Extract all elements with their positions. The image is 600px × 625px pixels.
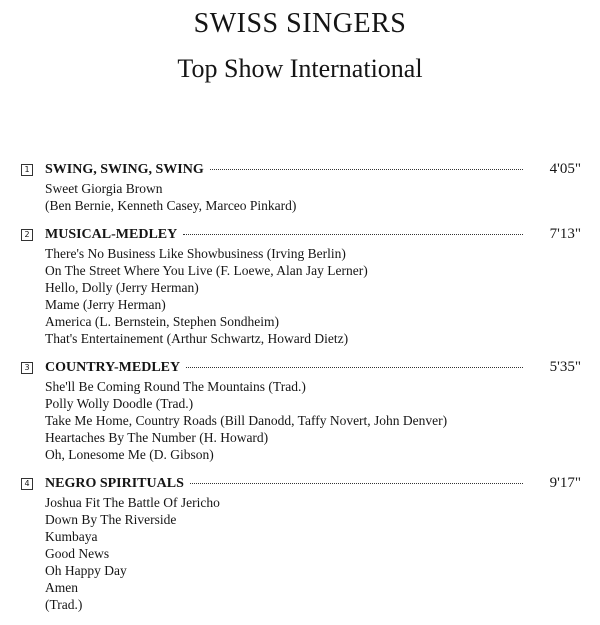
track-duration: 9'17" — [549, 475, 581, 491]
song-list — [21, 180, 581, 214]
song-line: Sweet Giorgia Brown — [45, 181, 163, 196]
song-line: That's Entertainement (Arthur Schwartz, Howard Dietz) — [45, 331, 349, 346]
dot-leader — [183, 234, 523, 235]
track-number: 2 — [21, 229, 33, 241]
dot-leader — [186, 367, 523, 368]
song-line: On The Street Where You Live (F. Loewe, Alan Jay Lerner) — [45, 263, 368, 278]
track-list — [21, 161, 581, 625]
song-line: Take Me Home, Country Roads (Bill Danodd, Taffy Novert, John Denver) — [45, 413, 448, 428]
track-title: NEGRO SPIRITUALS — [45, 476, 184, 491]
track-number: 1 — [21, 164, 33, 176]
song-line: Polly Wolly Doodle (Trad.) — [45, 396, 194, 411]
song-line: Kumbaya — [45, 529, 98, 544]
dot-leader — [190, 483, 523, 484]
song-line: Down By The Riverside — [45, 512, 177, 527]
song-line: (Trad.) — [45, 597, 83, 612]
song-line: Joshua Fit The Battle Of Jericho — [45, 495, 220, 510]
track-title: SWING, SWING, SWING — [45, 162, 204, 177]
song-line: Good News — [45, 546, 110, 561]
track-number: 4 — [21, 478, 33, 490]
album-title: SWISS SINGERS — [193, 8, 407, 39]
track-duration: 7'13" — [549, 226, 581, 242]
track-1 — [21, 161, 581, 214]
track-4 — [21, 475, 581, 613]
track-title: COUNTRY-MEDLEY — [45, 360, 181, 375]
track-header — [21, 359, 581, 378]
song-line: Hello, Dolly (Jerry Herman) — [45, 280, 199, 295]
song-list — [21, 378, 581, 463]
song-line: There's No Business Like Showbusiness (Irving Berlin) — [45, 246, 346, 261]
track-header — [21, 475, 581, 494]
track-3 — [21, 359, 581, 463]
dot-leader — [210, 169, 523, 170]
song-line: America (L. Bernstein, Stephen Sondheim) — [45, 314, 279, 329]
song-list — [21, 494, 581, 613]
track-header — [21, 161, 581, 180]
track-number: 3 — [21, 362, 33, 374]
track-duration: 5'35" — [549, 359, 581, 375]
track-header — [21, 226, 581, 245]
song-line: Amen — [45, 580, 78, 595]
song-list — [21, 245, 581, 347]
song-line: (Ben Bernie, Kenneth Casey, Marceo Pinkard) — [45, 198, 297, 213]
album-subtitle: Top Show International — [177, 54, 423, 83]
track-title: MUSICAL-MEDLEY — [45, 227, 178, 242]
song-line: Heartaches By The Number (H. Howard) — [45, 430, 269, 445]
song-line: Mame (Jerry Herman) — [45, 297, 166, 312]
track-duration: 4'05" — [549, 161, 581, 177]
song-line: She'll Be Coming Round The Mountains (Trad.) — [45, 379, 306, 394]
song-line: Oh Happy Day — [45, 563, 127, 578]
song-line: Oh, Lonesome Me (D. Gibson) — [45, 447, 214, 462]
track-2 — [21, 226, 581, 347]
